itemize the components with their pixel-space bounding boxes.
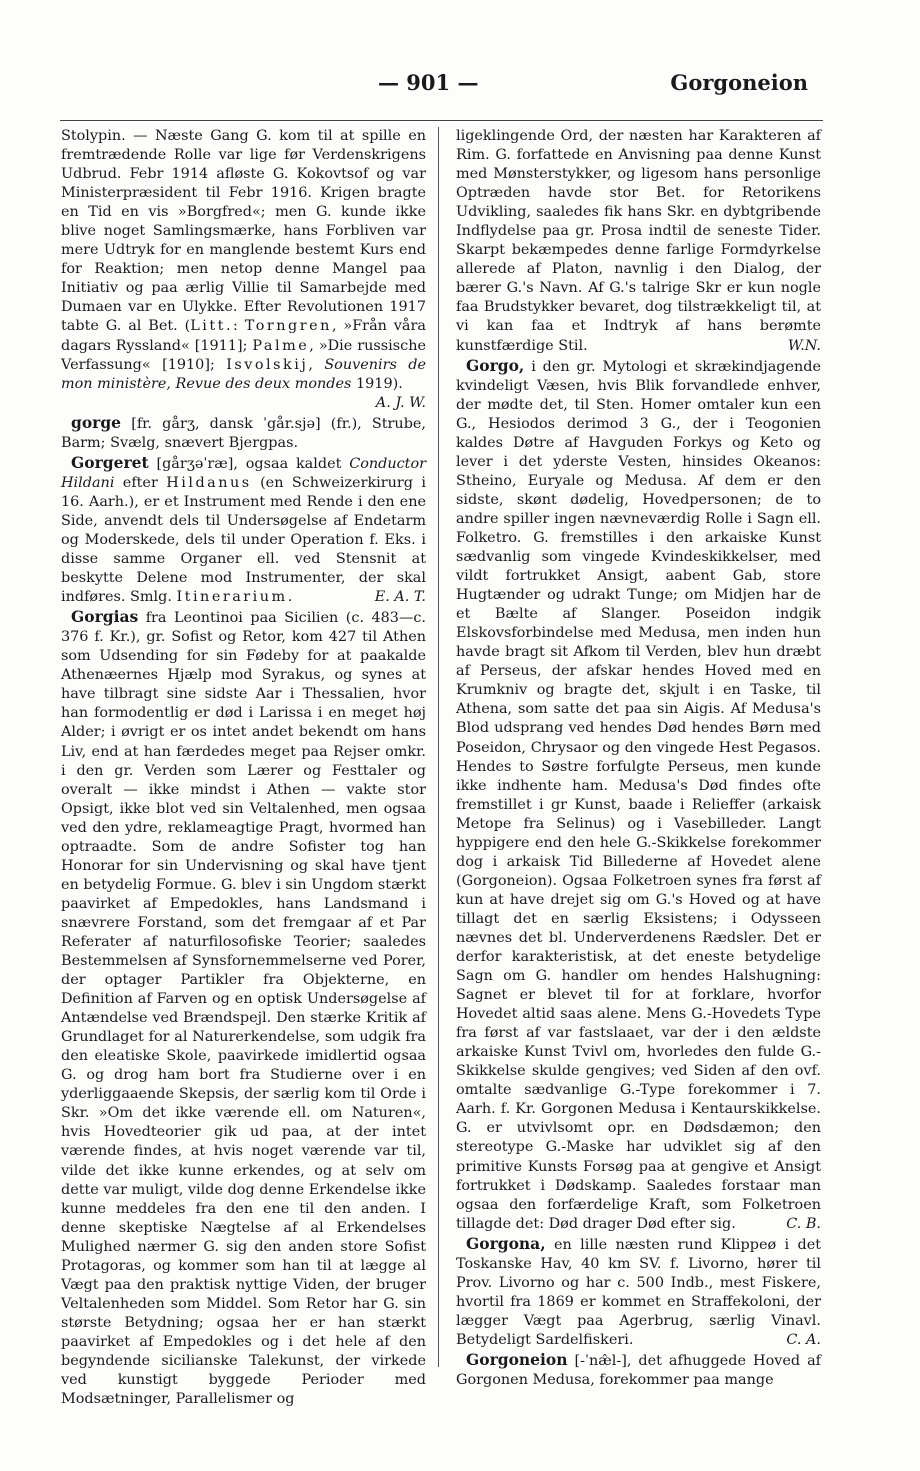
author-isvolskij: Isvolskij <box>226 356 309 373</box>
entry-gorgeret <box>61 453 426 607</box>
literature-label: Litt. <box>190 318 234 335</box>
alt-name: Conductor Hildani <box>61 455 426 491</box>
cross-ref-itinerarium: Itinerarium <box>176 589 288 606</box>
name-hildanus: Hildanus <box>166 474 252 491</box>
entry-stolypin-continuation <box>61 127 427 411</box>
pronunciation: [gårʒəˈræ], ogsaa kaldet <box>148 455 350 472</box>
torngren-work: , »Från våra dagars Ryssland« [1911]; <box>61 318 426 354</box>
isvolskij-comma: , <box>308 356 325 373</box>
headword: Gorgias <box>71 607 139 627</box>
left-column <box>61 127 426 1409</box>
palme-work: , »Die russische Verfassung« [1910]; <box>61 337 426 373</box>
entry-gorgias-continuation <box>456 127 821 356</box>
headword: Gorgeret <box>71 452 149 472</box>
entry-text: [-ˈnæ̂l-], det afhuggede Hoved af Gorgonen Medusa, forekommer paa mange <box>456 1353 821 1389</box>
entry-text: [fr. gårʒ, dansk ˈgår.sjə] (fr.), Strube, Barm; Svælg, snævert Bjergpas. <box>61 415 426 451</box>
isvolskij-work: Souvenirs de mon ministère, Revue des deux mondes <box>61 356 427 392</box>
page-header <box>0 70 920 106</box>
entry-text: fra Leontinoi paa Sicilien (c. 483—c. 376 f. Kr.), gr. Sofist og Retor, kom 427 til Athen som Udsending for sin Fødeby for at paakalde Athenæernes Hjælp mod Syrakus, og synes at have tilbragt sine sidste Aar i Thessalien, hvor han formodentlig er død i Larissa i en meget høj Alder; i øvrigt er os intet andet bekendt om hans Liv, end at han færdedes meget paa Rejser omkr. i den gr. Verden som Lærer og Festtaler og overalt — ikke mindst i Athen — vakte stor Opsigt, ikke blot ved sin Veltalenhed, men ogsaa ved den ydre, reklameagtige Pragt, hvormed han optraadte. Som de andre Sofister tog han Honorar for sin Undervisning og skal have tjent en betydelig Formue. G. blev i sin Ungdom stærkt paavirket af Empedokles, hans Landsmand i snævrere Forstand, som det fremgaar af et Par Referater af naturfilosofiske Teorier; saaledes Bestemmelsen af Synsfornemmelserne ved Porer, der optager Partikler fra Objekterne, en Definition af Farven og en optisk Undersøgelse af Antændelse ved Brændspejl. Den stærke Kritik af Grundlaget for al Naturerkendelse, som udgik fra den eleatiske Skole, paavirkede imidlertid ogsaa G. og drog ham bort fra Studierne over i en yderliggaaende Skepsis, der særlig kom til Orde i Skr. »Om det ikke værende ell. om Naturen«, hvis Hovedteorier gik ud paa, at der intet værende findes, at hvis noget værende var til, vilde det ikke kunne erkendes, og at selv om dette var muligt, vilde dog denne Erkendelse ikke kunne meddeles fra den ene til den anden. I denne skeptiske Nægtelse af al Erkendelses Mulighed nærmer G. sig den anden store Sofist Protagoras, og kommer som han til at lægge al Vægt paa den praktisk nyttige Viden, der bruger Veltalenheden som Middel. Som Retor har G. sin største Betydning; ogsaa her er han stærkt paavirket af Empedokles og i det hele af den begyndende sicilianske Talekunst, der virkede ved kunstigt byggede Perioder med Modsætninger, Parallelismer og <box>61 610 426 1408</box>
entry-text: (en Schweizerkirurg i 16. Aarh.), er et Instrument med Rende i den ene Side, anvendt dels til Undersøgelse af Endetarm og Moderskede, dels til under Operation f. Eks. i disse samme Organer ell. ved Stensnit at beskytte Delene mod Instrumenter, der skal indføres. Smlg. <box>61 474 427 606</box>
author-palme: Palme <box>252 337 310 354</box>
entry-gorgoneion <box>456 1350 821 1390</box>
page-number: — 901 — <box>378 70 479 95</box>
headword: Gorgo, <box>466 355 525 375</box>
entry-gorgo <box>456 356 821 1234</box>
entry-text: ligeklingende Ord, der næsten har Karakteren af Rim. G. forfattede en Anvisning paa denne Kunst med Mønsterstykker, og ligesom hans personlige Optræden havde stor Bet. for Retorikens Udvikling, saaledes fik hans Skr. en dybtgribende Indflydelse paa gr. Prosa indtil de seneste Tider. Skarpt bekæmpedes denne farlige Formdyrkelse allerede af Platon, navnlig i den Dialog, der bærer G.'s Navn. Af G.'s talrige Skr er kun nogle faa Brudstykker bevaret, dog tilstrækkeligt til, at vi kan faa et Indtryk af hans berømte kunstfærdige Stil. <box>456 128 821 354</box>
author-torngren: Torngren <box>244 318 332 335</box>
signature: W.N. <box>787 337 821 354</box>
entry-gorge <box>61 413 426 453</box>
signature: C. B. <box>786 1215 821 1232</box>
right-column <box>456 127 821 1390</box>
entry-gorgona <box>456 1234 821 1350</box>
entry-text: en lille næsten rund Klippeø i det Toskanske Hav, 40 km SV. f. Livorno, hører til Prov. Livorno og har c. 500 Indb., mest Fiskere, hvortil fra 1869 er kommet en Straffekoloni, der lægger Vægt paa Agerbrug, særlig Vinavl. Betydeligt Sardelfiskeri. <box>456 1236 821 1348</box>
header-rule <box>60 120 823 121</box>
entry-gorgias <box>61 607 426 1409</box>
text-efter: efter <box>114 474 167 491</box>
isvolskij-year: 1919). <box>351 375 403 392</box>
column-divider <box>438 127 439 1367</box>
stolypin-text: Stolypin. — Næste Gang G. kom til at spille en fremtrædende Rolle var lige før Verdenskrigens Udbrud. Febr 1914 afløste G. Kokovtsof og var Ministerpræsident til Febr 1916. Krigen bragte en Tid en vis »Borgfred«; men G. kunde ikke blive noget Samlingsmærke, hans Forbliven var mere Udtryk for en manglende bestemt Kurs end for Reaktion; men netop denne Mangel paa Initiativ og paa ærlig Villie til Samarbejde med Dumaen var en Ulykke. Efter Revolutionen 1917 tabte G. al Bet. ( <box>61 128 426 335</box>
entry-end: . <box>287 589 293 606</box>
headword: Gorgona, <box>466 1233 546 1253</box>
signature: C. A. <box>786 1331 821 1348</box>
headword: gorge <box>71 412 122 432</box>
signature: A. J. W. <box>375 394 426 411</box>
signature: E. A. T. <box>374 589 426 606</box>
running-head: Gorgoneion <box>670 70 808 95</box>
headword: Gorgoneion <box>466 1350 568 1369</box>
entry-text: i den gr. Mytologi et skrækindjagende kvindeligt Væsen, hvis Blik forvandlede enhver, der mødte det, til Sten. Homer omtaler kun een G., Hesiodos derimod 3 G., der i Teogonien kaldes Døtre af Havguden Forkys og Keto og lever i det yderste Vesten, hinsides Okeanos: Stheino, Euryale og Medusa. Af dem er den sidste, skønt dødelig, Hovedpersonen; de to andre spiller ingen nævneværdig Rolle i Sagn ell. Folketro. G. fremstilles i den arkaiske Kunst sædvanlig som vingede Kvindeskikkelser, med vildt fortrukket Ansigt, aabent Gab, store Hugtænder og udrakt Tunge; om Midjen har de et Bælte af Slanger. Poseidon indgik Elskovsforbindelse med Medusa, men inden hun havde bragt sit Afkom til Verden, blev hun dræbt af Perseus, der afskar hendes Hoved med en Krumkniv og bragte det, skjult i en Taske, til Athena, som satte det paa sin Aigis. Af Medusa's Blod udsprang ved hendes Død hendes Børn med Poseidon, Chrysaor og den vingede Hest Pegasos. Hendes to Søstre forfulgte Perseus, men kunde ikke indhente ham. Medusa's Død findes ofte fremstillet i gr Kunst, baade i Relieffer (arkaisk Metope fra Selinus) og i Vasebilleder. Langt hyppigere end den hele G.-Skikkelse forekommer dog i arkaisk Tid Billederne af Hovedet alene (Gorgoneion). Ogsaa Folketroen synes fra først af kun at have drejet sig om G.'s Hoved og at have tillagt det en særlig Eksistens; i Odysseen nævnes det bl. Underverdenens Rædsler. Det er derfor karakteristisk, at det eneste betydelige Sagn om G. handler om hendes Halshugning: Sagnet er blevet til for at forklare, hvorfor Hovedet altid saas alene. Mens G.-Hovedets Type fra først af var fastslaaet, var der i den ældste arkaiske Kunst Tvivl om, hvorledes den fulde G.-Skikkelse skulde gengives; ved Siden af den ovf. omtalte sædvanlige G.-Type forekommer i 7. Aarh. f. Kr. Gorgonen Medusa i Kentaurskikkelse. G. er utvivlsomt opr. en Dødsdæmon; den stereotype G.-Maske har udviklet sig af den primitive Kunsts Forsøg paa at gengive et Ansigt fortrukket i Dødskamp. Saaledes forstaar man ogsaa den forfærdelige Kraft, som Folketroen tillagde det: Død drager Død efter sig. <box>456 358 821 1232</box>
literature-colon: : <box>233 318 245 335</box>
